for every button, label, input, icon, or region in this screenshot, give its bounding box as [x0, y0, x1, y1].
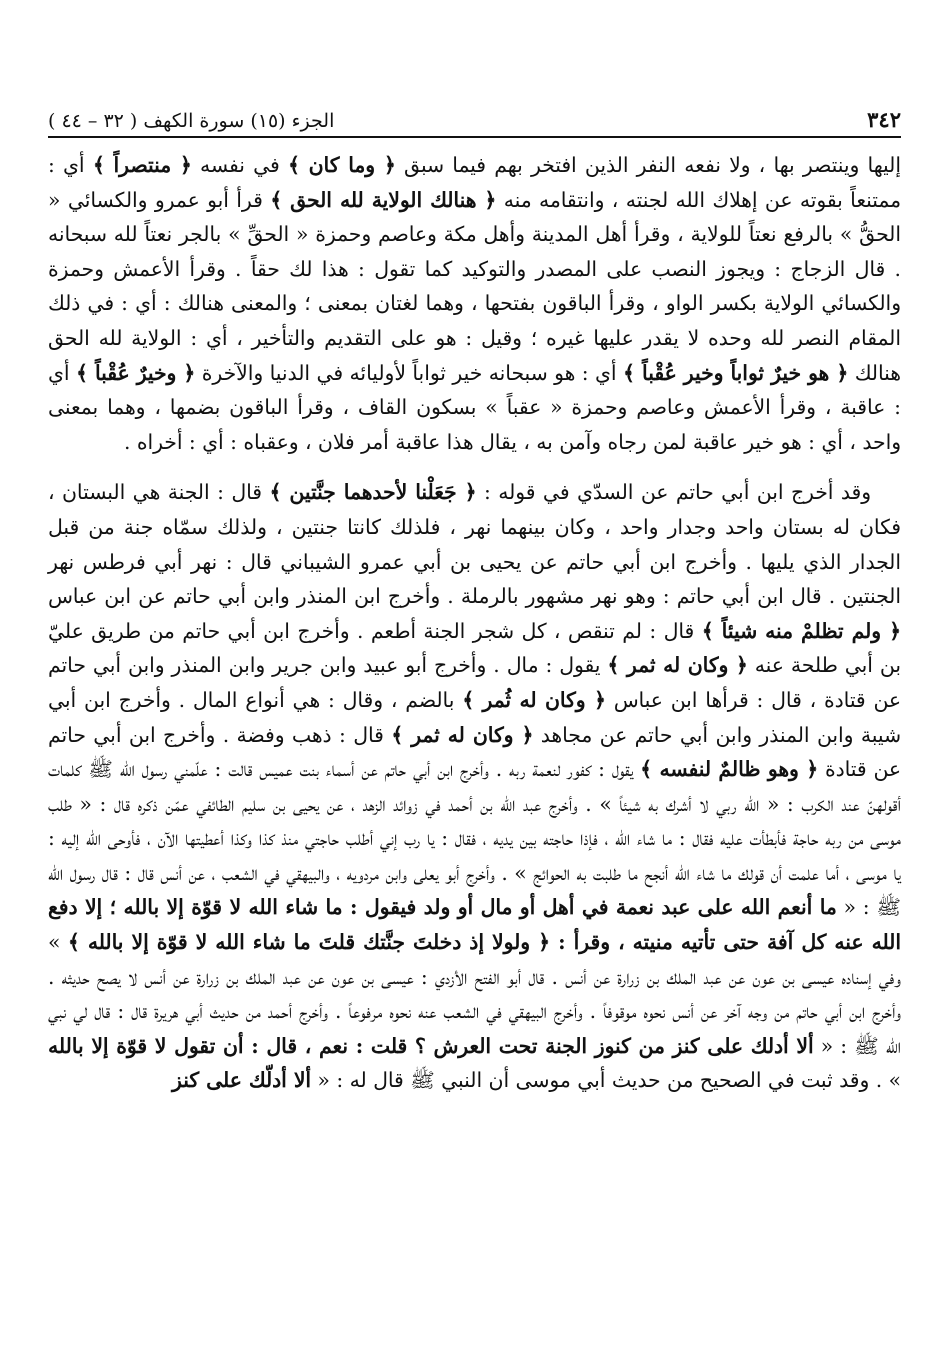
text-segment: في نفسه	[191, 153, 288, 177]
text-segment: أي : عاقبة ، وقرأ الأعمش وعاصم وحمزة « عقباً » بسكون القاف ، وقرأ الباقون بضمها ، وهما بمعنى واحد ، أي : هو خير عاقبة لمن رجاه وآمن به ، يقال هذا عاقبة أمر فلان ، وعقباه : أي : أخراه .	[48, 360, 901, 454]
text-segment: قال : ذهب وفضة . وأخرج ابن أبي حاتم عن قتادة	[48, 722, 901, 782]
text-segment: إليها وينتصر بها ، ولا نفعه النفر الذين افتخر بهم فيما سبق	[395, 153, 901, 177]
highlighted-text: ﴿ منتصراً ﴾	[92, 153, 192, 177]
highlighted-text: ﴿ جَعَلْنا لأحدهما جنَّتين ﴾	[269, 480, 477, 505]
highlighted-text: ﴿ وكان له ثمر ﴾	[607, 653, 748, 678]
text-segment: أي : هو سبحانه خير ثواباً لأوليائه في الدنيا والآخرة	[195, 360, 624, 385]
highlighted-text: ﴿ وخيرٌ عُقْباً ﴾	[75, 360, 196, 385]
text-segment: قرأ أبو عمرو والكسائي « الحقُّ » بالرفع نعتاً للولاية ، وقرأ أهل المدينة وأهل مكة وعاصم وحمزة « الحقِّ » بالجر نعتاً لله سبحانه . قال الزجاج : ويجوز النصب على المصدر والتوكيد كما تقول : هذا لك حقاً . وقرأ الأعمش وحمزة والكسائي الولاية بكسر الواو ، وقرأ الباقون بفتحها ، وهما لغتان بمعنى ؛ والمعنى هنالك : أي : في ذلك المقام النصر لله وحده لا يقدر عليها غيره ؛ وقيل : هو على التقديم والتأخير ، أي : الولاية لله الحق هنالك	[48, 187, 901, 385]
highlighted-text: ألا أدلك على كنز من كنوز الجنة تحت العرش ؟ قلت : نعم ، قال : أن تقول لا قوّة إلا بالله	[48, 1033, 814, 1058]
body-text	[48, 148, 901, 1098]
text-segment: قال : لم تنقص ، كل شجر الجنة أطعم . وأخرج ابن أبي حاتم من طريق عليّ بن أبي طلحة عنه	[48, 618, 901, 678]
highlighted-text: ﴿ ولم تظلمْ منه شيئاً ﴾	[701, 618, 901, 643]
highlighted-text: ما أنعم الله على عبد نعمة في أهل أو مال أو ولد فيقول : ما شاء الله لا قوّة إلا بالله ؛ إلا دفع الله عنه كل آفة حتى تأتيه منيته ، وقرأ : ﴿ ولولا إذ دخلتَ جنَّتك قلتَ ما شاء الله لا قوّة إلا بالله ﴾	[48, 895, 901, 955]
highlighted-text: ﴿ هنالك الولاية لله الحق ﴾	[270, 187, 497, 212]
running-header	[48, 100, 901, 138]
highlighted-text: ألا أدلّك على كنز	[172, 1068, 312, 1093]
highlighted-text: ﴿ وما كان ﴾	[287, 153, 396, 177]
text-segment: أي : ممتنعاً بقوته عن إهلاك الله لجنته ، وانتقامه منه	[48, 153, 901, 212]
highlighted-text: ﴿ وكان له ثُمر ﴾	[462, 687, 606, 712]
highlighted-text: ﴿ هو خيرٌ ثواباً وخير عُقْباً ﴾	[623, 360, 849, 385]
highlighted-text: ﴿ وهو ظالمٌ لنفسه ﴾	[640, 757, 819, 782]
text-segment: » . وقد ثبت في الصحيح من حديث أبي موسى أن النبي ﷺ قال له : «	[311, 1068, 901, 1093]
text-segment: يقول : مال . وأخرج أبو عبيد وابن جرير وابن المنذر وابن أبي حاتم عن قتادة ، قال : قرأها ابن عباس	[48, 653, 902, 712]
text-segment: يقول : كفور لنعمة ربه . وأخرج ابن أبي حاتم عن أسماء بنت عميس قالت : علّمني رسول الله ﷺ كلمات أقولهنّ عند الكرب : « الله ربي لا أشرك به شيئاً » . وأخرج عبد الله بن أحمد في زوائد الزهد ، عن يحيى بن سليم الطائفي عمّن ذكره قال : « طلب موسى من ربه حاجة فأبطأت عليه فقال : ما شاء الله ، فإذا حاجته بين يديه ، فقال : يا رب إني أطلب حاجتي منذ كذا وكذا أعطيتها الآن ، فأوحى الله إليه : يا موسى ، أما علمت أن قولك ما شاء الله أنجح ما طلبت به الحوائج » . وأخرج أبو يعلى وابن مردويه ، والبيهقي في الشعب ، عن أنس قال : قال رسول الله ﷺ : «	[48, 757, 901, 920]
text-segment: بالضم ، وقال : هي أنواع المال . وأخرج ابن أبي شيبة وابن المنذر وابن أبي حاتم عن مجاهد	[48, 687, 901, 747]
paragraph-1	[48, 148, 901, 459]
highlighted-text: ﴿ وكان له ثمر ﴾	[391, 722, 534, 747]
text-segment: » وفي إسناده عيسى بن عون عن عبد الملك بن زرارة عن أنس . قال أبو الفتح الأزدي : عيسى بن عون عن عبد الملك بن زرارة عن أنس لا يصح حديثه . وأخرج ابن أبي حاتم من وجه آخر عن أنس نحوه موقوفاً . وأخرج البيهقي في الشعب عنه نحوه مرفوعاً . وأخرج أحمد من حديث أبي هريرة قال : قال لي نبي الله ﷺ : «	[48, 930, 901, 1058]
text-segment: قال : الجنة هي البستان ، فكان له بستان واحد وجدار واحد ، وكان بينهما نهر ، فلذلك كانتا جنتين ، ولذلك سمّاه جنة من قبل الجدار الذي يليها . وأخرج ابن أبي حاتم عن يحيى بن أبي عمرو الشيباني قال : نهر أبي فرطس نهر الجنتين . قال ابن أبي حاتم : وهو نهر مشهور بالرملة . وأخرج ابن المنذر وابن أبي حاتم عن ابن عباس	[48, 480, 901, 609]
text-segment: وقد أخرج ابن أبي حاتم عن السدّي في قوله :	[476, 480, 872, 505]
paragraph-2	[48, 475, 901, 1098]
page-number: ٣٤٢	[867, 107, 901, 132]
running-title: الجزء (١٥) سورة الكهف ( ٣٢ – ٤٤ )	[48, 110, 335, 132]
